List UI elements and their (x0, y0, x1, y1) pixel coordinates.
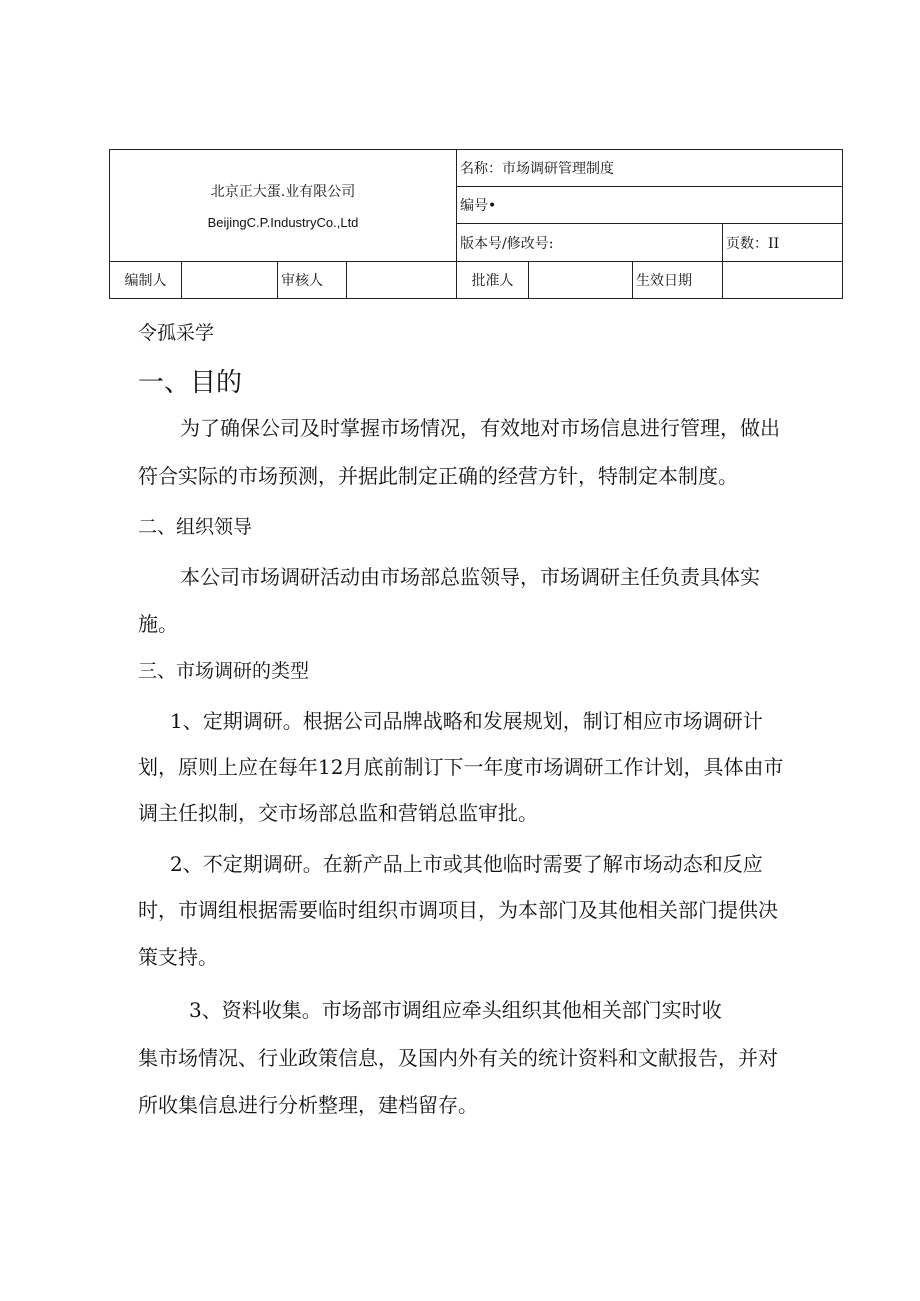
section-1-paragraph-line-1: 为了确保公司及时掌握市场情况，有效地对市场信息进行管理，做出 (180, 416, 780, 440)
author-label-cell: 编制人 (110, 262, 182, 299)
author-value-cell (182, 262, 278, 299)
company-name-en: BeijingC.P.IndustryCo.,Ltd (207, 215, 359, 230)
section-3-item-2-line-2: 时，市调组根据需要临时组织市调项目，为本部门及其他相关部门提供决 (138, 898, 778, 922)
section-3-item-1-line-3: 调主任拟制，交市场部总监和营销总监审批。 (138, 801, 538, 825)
section-3-item-2-line-3: 策支持。 (138, 945, 218, 969)
section-1-paragraph-line-2: 符合实际的市场预测，并据此制定正确的经营方针，特制定本制度。 (138, 464, 738, 488)
section-2-title: 二、组织领导 (138, 516, 253, 538)
section-3-item-3-line-2: 集市场情况、行业政策信息，及国内外有关的统计资料和文献报告，并对 (138, 1046, 778, 1070)
section-3-title: 三、市场调研的类型 (138, 660, 310, 682)
author-name: 令孤采学 (138, 322, 215, 344)
doc-name-cell: 名称：市场调研管理制度 (457, 150, 843, 187)
reviewer-label-cell: 审核人 (278, 262, 347, 299)
section-2-paragraph-line-1: 本公司市场调研活动由市场部总监领导，市场调研主任负责具体实 (180, 565, 760, 589)
approver-label-cell: 批准人 (457, 262, 529, 299)
section-3-item-1-line-1: 1、定期调研。根据公司品牌战略和发展规划，制订相应市场调研计 (170, 709, 763, 733)
page-count-cell: 页数：II (723, 224, 843, 262)
effective-date-label-cell: 生效日期 (633, 262, 723, 299)
section-3-item-3-line-1: 3、资料收集。市场部市调组应牵头组织其他相关部门实时收 (189, 998, 722, 1022)
version-cell: 版本号/修改号: (457, 224, 723, 262)
doc-code-cell: 编号• (457, 187, 843, 224)
effective-date-value-cell (723, 262, 843, 299)
approver-value-cell (529, 262, 633, 299)
section-3-item-2-line-1: 2、不定期调研。在新产品上市或其他临时需要了解市场动态和反应 (170, 852, 763, 876)
section-3-item-3-line-3: 所收集信息进行分析整理，建档留存。 (138, 1093, 478, 1117)
company-name-cn: 北京正大蛋.业有限公司 (210, 184, 356, 200)
company-cell (110, 150, 457, 262)
document-header-table (109, 149, 842, 300)
section-2-paragraph-line-2: 施。 (138, 612, 178, 636)
reviewer-value-cell (347, 262, 457, 299)
section-3-item-1-line-2: 划，原则上应在每年12月底前制订下一年度市场调研工作计划，具体由市 (138, 755, 784, 779)
section-1-title: 一、目的 (138, 368, 243, 398)
